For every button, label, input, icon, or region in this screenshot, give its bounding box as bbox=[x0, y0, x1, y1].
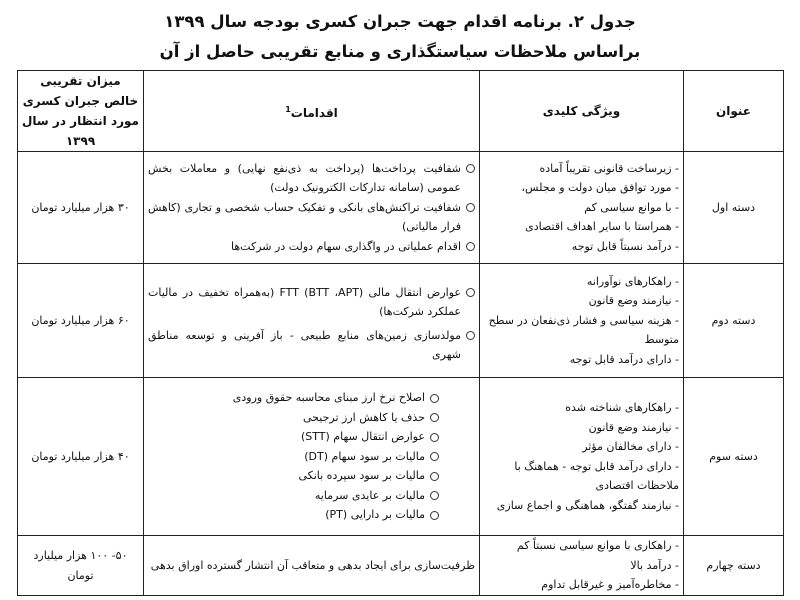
action-item bbox=[148, 237, 475, 257]
circle-bullet-icon bbox=[466, 331, 475, 340]
feature-item: - راهکارهای شناخته شده bbox=[565, 401, 679, 414]
action-text: شفافیت تراکنش‌های بانکی و تفکیک حساب شخصی و تجاری (کاهش فرار مالیاتی) bbox=[148, 200, 461, 234]
feature-item: - درآمد بالا bbox=[630, 558, 679, 572]
circle-bullet-icon bbox=[466, 164, 475, 173]
action-item bbox=[148, 427, 439, 447]
action-item bbox=[148, 486, 439, 506]
action-text: اصلاح نرخ ارز مبنای محاسبه حقوق ورودی bbox=[232, 391, 425, 405]
action-item bbox=[148, 408, 439, 428]
table-row bbox=[18, 264, 784, 378]
action-item bbox=[148, 283, 475, 322]
feature-item: - راهکاری با موانع سیاسی نسبتاً کم bbox=[516, 539, 679, 553]
action-text: مالیات بر دارایی (PT) bbox=[325, 508, 425, 522]
row-title: دسته دوم bbox=[684, 264, 784, 378]
row-actions bbox=[144, 536, 480, 596]
row-features bbox=[480, 152, 684, 264]
circle-bullet-icon bbox=[430, 394, 439, 403]
action-text: مالیات بر سود سهام (DT) bbox=[304, 449, 425, 463]
action-text: عوارض انتقال سهام (STT) bbox=[300, 430, 425, 444]
action-text: مولدسازی زمین‌های منابع طبیعی - باز آفرینی و توسعه مناطق شهری bbox=[148, 328, 461, 361]
circle-bullet-icon bbox=[466, 203, 475, 212]
header-features: ویژگی کلیدی bbox=[480, 71, 684, 152]
row-title: دسته چهارم bbox=[684, 536, 784, 596]
action-text: مالیات بر سود سپرده بانکی bbox=[298, 469, 425, 483]
row-actions bbox=[144, 264, 480, 378]
row-features bbox=[480, 378, 684, 536]
feature-item: - زیرساخت قانونی تقریباً آماده bbox=[539, 161, 679, 175]
action-item bbox=[148, 326, 475, 365]
action-plan-table bbox=[17, 70, 784, 596]
row-title: دسته سوم bbox=[684, 378, 784, 536]
feature-item: - راهکارهای نوآورانه bbox=[586, 274, 679, 288]
action-item bbox=[148, 159, 475, 198]
feature-item: - دارای درآمد قابل توجه bbox=[569, 352, 679, 366]
feature-item: - نیازمند گفتگو، هماهنگی و اجماع سازی bbox=[496, 498, 679, 512]
feature-item: - دارای درآمد قابل توجه - هماهنگ با ملاحظات اقتصادی bbox=[514, 459, 679, 492]
header-actions bbox=[144, 71, 480, 152]
row-amount: ۶۰ هزار میلیارد تومان bbox=[18, 264, 144, 378]
feature-item: - درآمد نسبتاً قابل توجه bbox=[571, 239, 679, 253]
table-title-line2: براساس ملاحظات سیاستگذاری و منابع تقریبی حاصل از آن bbox=[159, 42, 641, 61]
action-item bbox=[148, 198, 475, 237]
table-row bbox=[18, 378, 784, 536]
header-title: عنوان bbox=[684, 71, 784, 152]
circle-bullet-icon bbox=[430, 413, 439, 422]
header-amount: میزان تقریبی خالص جبران کسری مورد انتظار در سال ۱۳۹۹ bbox=[18, 71, 144, 152]
action-item bbox=[148, 388, 439, 408]
row-title: دسته اول bbox=[684, 152, 784, 264]
circle-bullet-icon bbox=[466, 242, 475, 251]
header-actions-label: اقدامات bbox=[290, 105, 338, 120]
table-row bbox=[18, 536, 784, 596]
row-features bbox=[480, 264, 684, 378]
row-amount: ۴۰ هزار میلیارد تومان bbox=[18, 378, 144, 536]
circle-bullet-icon bbox=[430, 433, 439, 442]
action-text: عوارض انتقال مالی FTT (BTT ،APT) (به‌همراه تخفیف در مالیات عملکرد شرکت‌ها) bbox=[148, 285, 461, 318]
circle-bullet-icon bbox=[430, 472, 439, 481]
feature-item: - نیازمند وضع قانون bbox=[588, 294, 679, 308]
header-row bbox=[18, 71, 784, 152]
action-text: حذف یا کاهش ارز ترجیحی bbox=[303, 410, 425, 424]
feature-item: - نیازمند وضع قانون bbox=[588, 420, 679, 434]
circle-bullet-icon bbox=[466, 288, 475, 297]
feature-item: - دارای مخالفان مؤثر bbox=[582, 440, 679, 453]
action-text: اقدام عملیاتی در واگذاری سهام دولت در شرکت‌ها bbox=[231, 239, 461, 253]
table-row bbox=[18, 152, 784, 264]
feature-item: - همراستا با سایر اهداف اقتصادی bbox=[525, 220, 679, 234]
action-text: مالیات بر عایدی سرمایه bbox=[314, 488, 425, 502]
table-title-line1: جدول ۲. برنامه اقدام جهت جبران کسری بودجه سال ۱۳۹۹ bbox=[164, 12, 636, 31]
row-actions bbox=[144, 378, 480, 536]
action-item bbox=[148, 447, 439, 467]
header-actions-footnote: 1 bbox=[285, 104, 291, 114]
feature-item: - با موانع سیاسی کم bbox=[584, 200, 679, 214]
action-item bbox=[148, 466, 439, 486]
feature-item: - مخاطره‌آمیز و غیرقابل تداوم bbox=[541, 578, 679, 592]
row-amount: ۵۰- ۱۰۰ هزار میلیارد تومان bbox=[18, 536, 144, 596]
action-item bbox=[148, 505, 439, 525]
circle-bullet-icon bbox=[430, 491, 439, 500]
action-text: ظرفیت‌سازی برای ایجاد بدهی و متعاقب آن انتشار گسترده اوراق بدهی bbox=[150, 558, 475, 572]
row-features bbox=[480, 536, 684, 596]
row-actions bbox=[144, 152, 480, 264]
action-text: شفافیت پرداخت‌ها (پرداخت به ذی‌نفع نهایی) و معاملات بخش عمومی (سامانه تدارکات الکترونیک دولت) bbox=[148, 161, 461, 195]
circle-bullet-icon bbox=[430, 452, 439, 461]
row-amount: ۳۰ هزار میلیارد تومان bbox=[18, 152, 144, 264]
feature-item: - مورد توافق میان دولت و مجلس، bbox=[521, 181, 679, 195]
circle-bullet-icon bbox=[430, 511, 439, 520]
feature-item: - هزینه سیاسی و فشار ذی‌نفعان در سطح متوسط bbox=[488, 313, 679, 347]
